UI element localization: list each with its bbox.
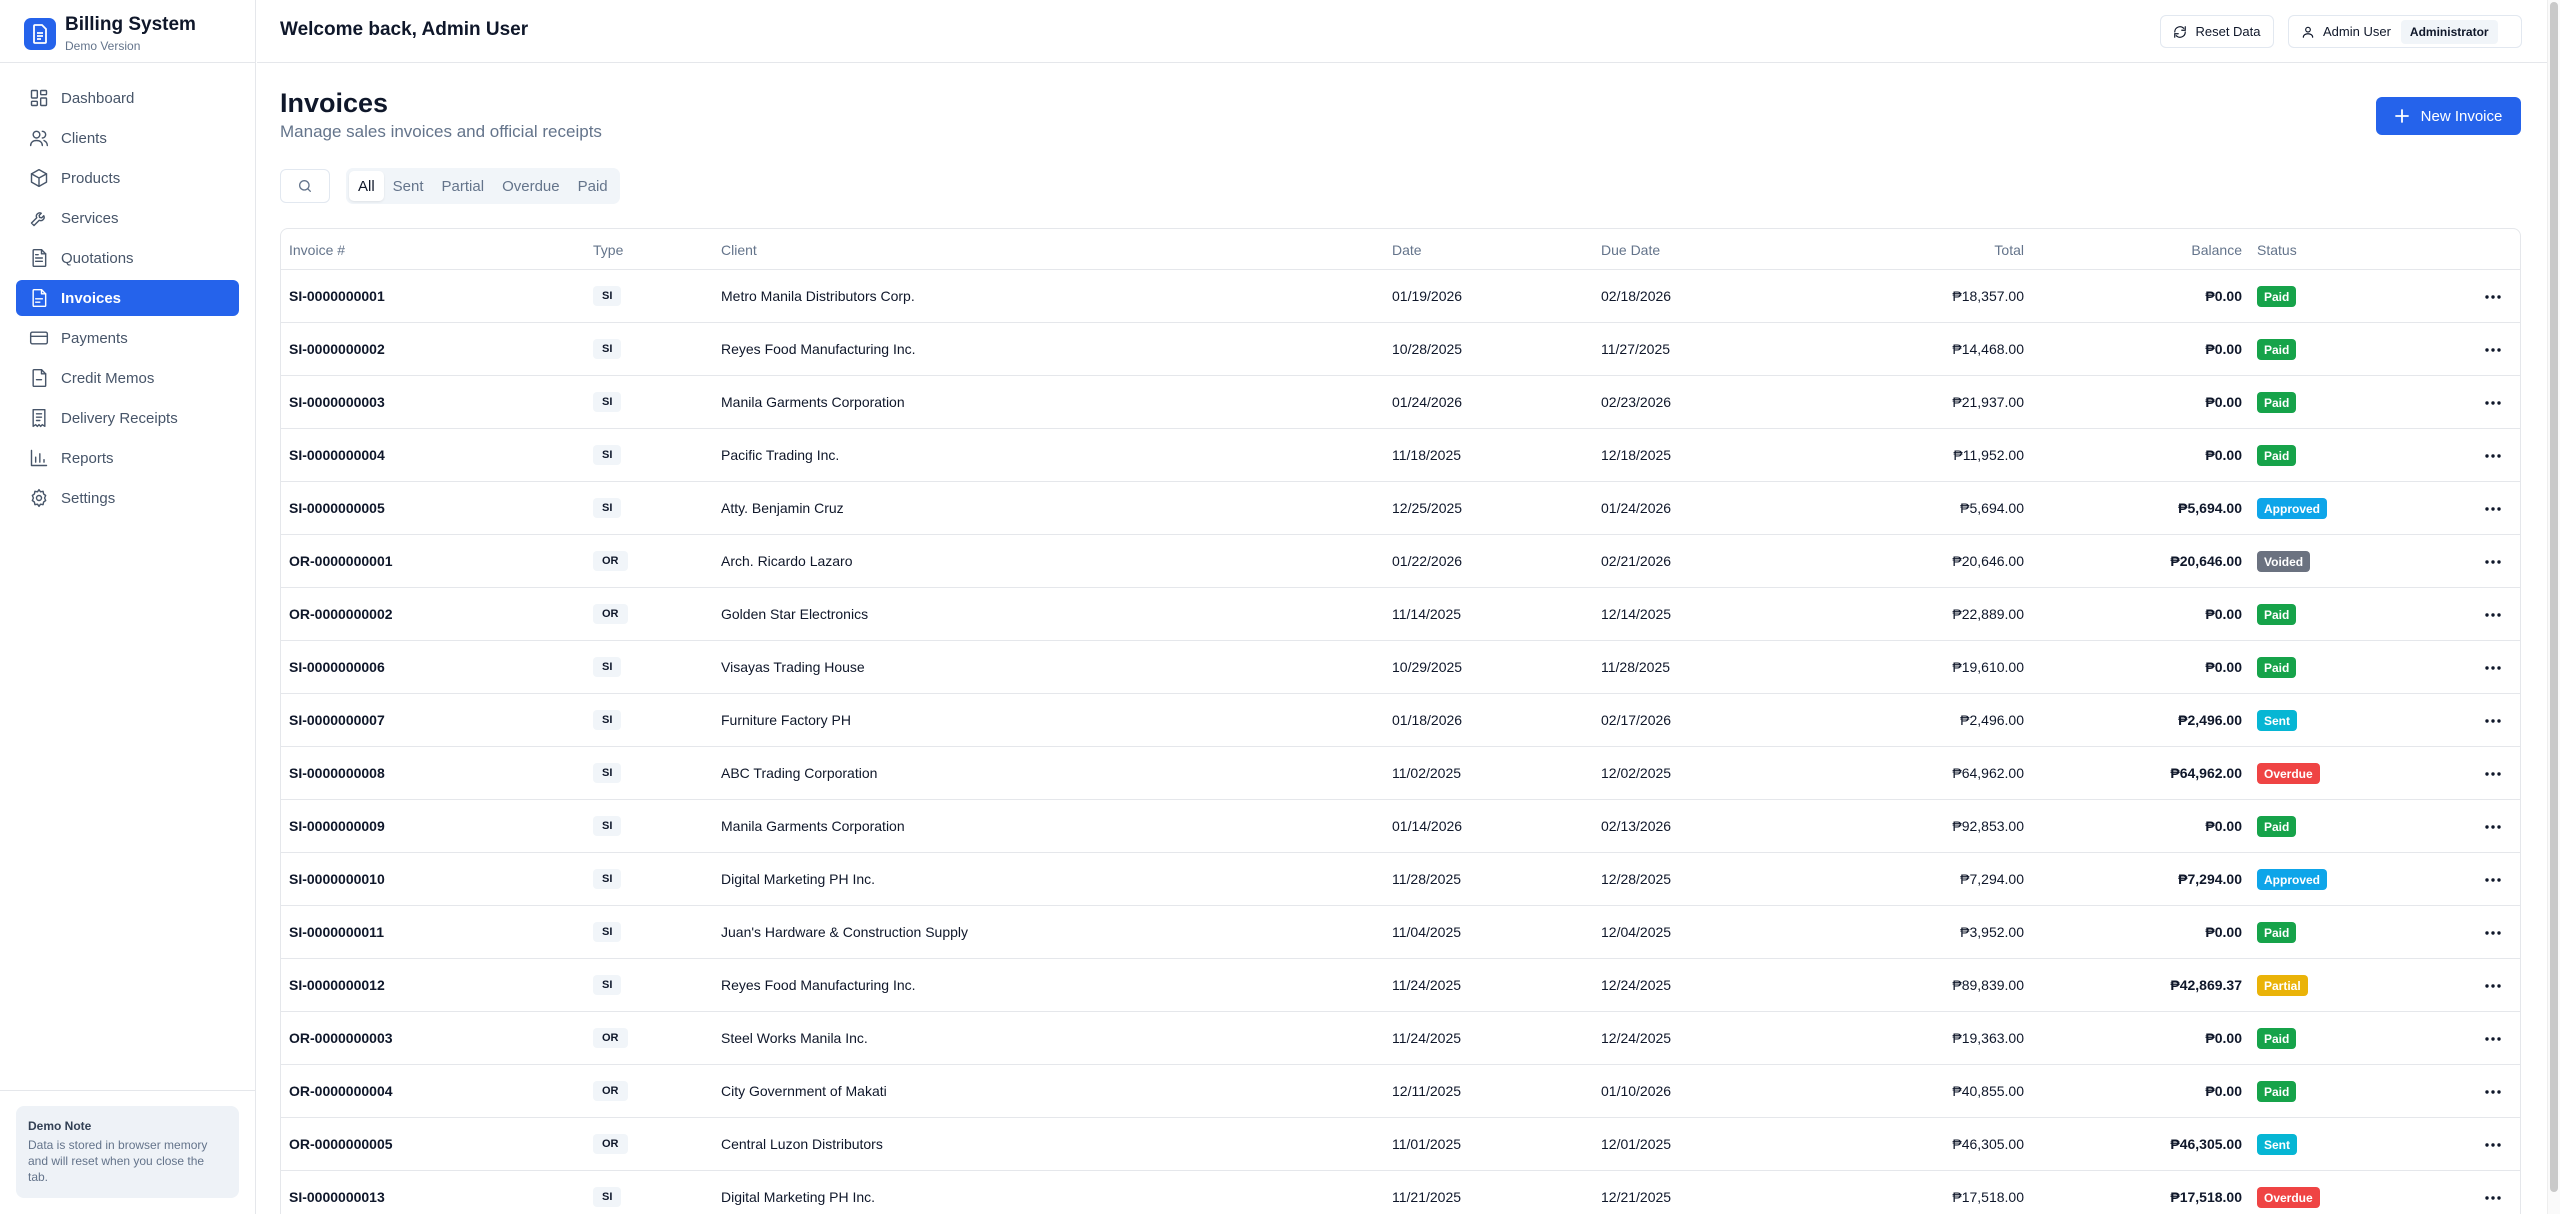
more-horizontal-icon (2485, 507, 2501, 511)
sidebar-item-label: Credit Memos (61, 369, 155, 387)
filter-tab-paid[interactable]: Paid (577, 177, 608, 195)
invoice-balance: ₱0.00 (2205, 659, 2242, 675)
client-name: ABC Trading Corporation (721, 765, 878, 781)
client-name: Digital Marketing PH Inc. (721, 1189, 876, 1205)
table-row[interactable] (281, 429, 2520, 482)
invoices-table (280, 228, 2521, 1214)
column-header-status[interactable]: Status (2257, 242, 2297, 258)
column-header-client[interactable]: Client (721, 242, 757, 258)
sidebar-item-credit-memos[interactable] (16, 360, 239, 396)
type-badge: SI (593, 445, 621, 465)
status-badge: Paid (2257, 604, 2296, 625)
reset-data-label: Reset Data (2195, 24, 2261, 39)
sidebar-item-label: Services (61, 209, 119, 227)
type-badge: SI (593, 657, 621, 677)
type-badge: SI (593, 816, 621, 836)
invoice-number[interactable]: OR-0000000005 (289, 1136, 393, 1152)
status-badge: Paid (2257, 922, 2296, 943)
invoice-total: ₱18,357.00 (1952, 288, 2024, 304)
due-date: 12/24/2025 (1601, 977, 1672, 993)
type-badge: SI (593, 1187, 621, 1207)
type-badge: SI (593, 392, 621, 412)
row-actions-button[interactable] (2483, 1137, 2503, 1153)
due-date: 02/18/2026 (1601, 288, 1672, 304)
welcome-message: Welcome back, Admin User (280, 19, 529, 40)
invoice-number[interactable]: SI-0000000007 (289, 712, 385, 728)
sidebar-item-label: Reports (61, 449, 114, 467)
row-actions-button[interactable] (2483, 1031, 2503, 1047)
row-actions-button[interactable] (2483, 554, 2503, 570)
invoice-balance: ₱0.00 (2205, 341, 2242, 357)
reset-data-button[interactable] (2160, 15, 2274, 48)
more-horizontal-icon (2485, 1143, 2501, 1147)
row-actions-button[interactable] (2483, 395, 2503, 411)
client-name: Furniture Factory PH (721, 712, 851, 728)
invoice-total: ₱21,937.00 (1952, 394, 2024, 410)
client-name: Reyes Food Manufacturing Inc. (721, 977, 916, 993)
sidebar-item-label: Products (61, 169, 121, 187)
table-row[interactable] (281, 641, 2520, 694)
sidebar-item-label: Payments (61, 329, 128, 347)
invoice-total: ₱64,962.00 (1952, 765, 2024, 781)
column-header-total[interactable]: Total (1994, 242, 2024, 258)
more-horizontal-icon (2485, 348, 2501, 352)
client-name: Manila Garments Corporation (721, 818, 905, 834)
sidebar-nav (16, 80, 239, 520)
client-name: Digital Marketing PH Inc. (721, 871, 876, 887)
more-horizontal-icon (2485, 1196, 2501, 1200)
invoice-balance: ₱0.00 (2205, 447, 2242, 463)
type-badge: OR (593, 1081, 628, 1101)
more-horizontal-icon (2485, 454, 2501, 458)
table-row[interactable] (281, 959, 2520, 1012)
type-badge: OR (593, 604, 628, 624)
more-horizontal-icon (2485, 560, 2501, 564)
brand[interactable] (24, 14, 196, 54)
row-actions-button[interactable] (2483, 713, 2503, 729)
sidebar-item-dashboard[interactable] (16, 80, 239, 116)
invoice-number[interactable]: OR-0000000003 (289, 1030, 393, 1046)
more-horizontal-icon (2485, 295, 2501, 299)
user-menu[interactable] (2288, 15, 2522, 48)
invoice-balance: ₱5,694.00 (2178, 500, 2242, 516)
due-date: 11/28/2025 (1601, 659, 1671, 675)
due-date: 02/21/2026 (1601, 553, 1672, 569)
gear-icon (29, 488, 49, 508)
status-badge: Paid (2257, 392, 2296, 413)
status-badge: Sent (2257, 1134, 2297, 1155)
row-actions-button[interactable] (2483, 872, 2503, 888)
more-horizontal-icon (2485, 1037, 2501, 1041)
due-date: 01/10/2026 (1601, 1083, 1672, 1099)
invoice-date: 12/11/2025 (1392, 1083, 1462, 1099)
invoice-number[interactable]: SI-0000000009 (289, 818, 385, 834)
package-icon (29, 168, 49, 188)
invoice-number[interactable]: SI-0000000005 (289, 500, 385, 516)
client-name: Atty. Benjamin Cruz (721, 500, 844, 516)
invoice-balance: ₱46,305.00 (2170, 1136, 2242, 1152)
client-name: Reyes Food Manufacturing Inc. (721, 341, 916, 357)
sidebar-item-invoices[interactable] (16, 280, 239, 316)
invoice-date: 01/18/2026 (1392, 712, 1463, 728)
sidebar (0, 0, 256, 1214)
more-horizontal-icon (2485, 931, 2501, 935)
table-row[interactable] (281, 906, 2520, 959)
demo-note (16, 1106, 239, 1198)
row-actions-button[interactable] (2483, 342, 2503, 358)
bar-chart-icon (29, 448, 49, 468)
sidebar-item-label: Dashboard (61, 89, 135, 107)
invoice-number[interactable]: SI-0000000001 (289, 288, 385, 304)
type-badge: SI (593, 286, 621, 306)
filter-tab-sent[interactable]: Sent (392, 177, 424, 195)
page-title: Invoices (280, 88, 389, 118)
invoice-date: 11/04/2025 (1392, 924, 1462, 940)
invoice-number[interactable]: SI-0000000004 (289, 447, 385, 463)
status-badge: Paid (2257, 339, 2296, 360)
new-invoice-label: New Invoice (2420, 107, 2503, 125)
sidebar-item-settings[interactable] (16, 480, 239, 516)
table-row[interactable] (281, 323, 2520, 376)
demo-note-text: Data is stored in browser memory and will reset when you close the tab. (28, 1138, 208, 1184)
top-header (257, 0, 2547, 63)
client-name: City Government of Makati (721, 1083, 887, 1099)
type-badge: OR (593, 551, 628, 571)
type-badge: SI (593, 339, 621, 359)
row-actions-button[interactable] (2483, 766, 2503, 782)
due-date: 12/02/2025 (1601, 765, 1672, 781)
role-badge: Administrator (2401, 20, 2498, 44)
status-badge: Voided (2257, 551, 2310, 572)
sidebar-bottom-divider (0, 1090, 256, 1091)
search-button[interactable] (280, 169, 330, 203)
invoice-date: 11/14/2025 (1392, 606, 1462, 622)
table-row[interactable] (281, 747, 2520, 800)
column-header-type[interactable]: Type (593, 242, 624, 258)
row-actions-button[interactable] (2483, 607, 2503, 623)
more-horizontal-icon (2485, 613, 2501, 617)
invoice-number[interactable]: OR-0000000002 (289, 606, 393, 622)
due-date: 12/14/2025 (1601, 606, 1672, 622)
row-actions-button[interactable] (2483, 660, 2503, 676)
invoice-total: ₱5,694.00 (1960, 500, 2024, 516)
sidebar-item-label: Settings (61, 489, 116, 507)
invoice-balance: ₱2,496.00 (2178, 712, 2242, 728)
file-invoice-icon (29, 288, 49, 308)
due-date: 02/17/2026 (1601, 712, 1672, 728)
user-name: Admin User (2323, 24, 2391, 39)
client-name: Juan's Hardware & Construction Supply (721, 924, 969, 940)
type-badge: SI (593, 763, 621, 783)
client-name: Golden Star Electronics (721, 606, 869, 622)
credit-card-icon (29, 328, 49, 348)
client-name: Arch. Ricardo Lazaro (721, 553, 853, 569)
sidebar-item-delivery-receipts[interactable] (16, 400, 239, 436)
table-row[interactable] (281, 694, 2520, 747)
due-date: 12/01/2025 (1601, 1136, 1672, 1152)
more-horizontal-icon (2485, 878, 2501, 882)
row-actions-button[interactable] (2483, 978, 2503, 994)
client-name: Visayas Trading House (721, 659, 865, 675)
status-badge: Partial (2257, 975, 2308, 996)
invoice-number[interactable]: SI-0000000006 (289, 659, 385, 675)
app-title: Billing System (65, 14, 196, 35)
status-badge: Paid (2257, 286, 2296, 307)
scrollbar-thumb[interactable] (2550, 2, 2558, 1192)
file-text-icon (29, 248, 49, 268)
due-date: 02/23/2026 (1601, 394, 1672, 410)
invoice-total: ₱17,518.00 (1952, 1189, 2024, 1205)
invoice-balance: ₱17,518.00 (2170, 1189, 2242, 1205)
due-date: 12/28/2025 (1601, 871, 1672, 887)
plus-icon (2395, 109, 2409, 123)
invoice-number[interactable]: SI-0000000011 (289, 924, 384, 940)
invoice-date: 11/02/2025 (1392, 765, 1462, 781)
sidebar-item-label: Clients (61, 129, 107, 147)
app-subtitle: Demo Version (65, 39, 141, 53)
file-minus-icon (29, 368, 49, 388)
type-badge: OR (593, 1028, 628, 1048)
table-row[interactable] (281, 482, 2520, 535)
row-actions-button[interactable] (2483, 819, 2503, 835)
invoice-date: 11/24/2025 (1392, 1030, 1462, 1046)
invoice-date: 10/28/2025 (1392, 341, 1463, 357)
more-horizontal-icon (2485, 666, 2501, 670)
client-name: Steel Works Manila Inc. (721, 1030, 868, 1046)
sidebar-item-products[interactable] (16, 160, 239, 196)
sidebar-item-label: Quotations (61, 249, 134, 267)
more-horizontal-icon (2485, 1090, 2501, 1094)
row-actions-button[interactable] (2483, 448, 2503, 464)
row-actions-button[interactable] (2483, 1190, 2503, 1206)
sidebar-item-reports[interactable] (16, 440, 239, 476)
invoice-number[interactable]: SI-0000000010 (289, 871, 385, 887)
invoice-balance: ₱0.00 (2205, 924, 2242, 940)
column-header-balance[interactable]: Balance (2191, 242, 2242, 258)
sidebar-divider (0, 62, 256, 63)
invoice-total: ₱46,305.00 (1952, 1136, 2024, 1152)
due-date: 12/21/2025 (1601, 1189, 1672, 1205)
invoice-number[interactable]: OR-0000000001 (289, 553, 393, 569)
invoice-number[interactable]: SI-0000000002 (289, 341, 385, 357)
invoice-total: ₱2,496.00 (1960, 712, 2024, 728)
status-badge: Approved (2257, 869, 2327, 890)
more-horizontal-icon (2485, 825, 2501, 829)
client-name: Central Luzon Distributors (721, 1136, 883, 1152)
more-horizontal-icon (2485, 401, 2501, 405)
sidebar-item-services[interactable] (16, 200, 239, 236)
type-badge: OR (593, 1134, 628, 1154)
invoice-balance: ₱0.00 (2205, 1083, 2242, 1099)
invoice-total: ₱40,855.00 (1952, 1083, 2024, 1099)
page-scrollbar[interactable] (2547, 0, 2560, 1214)
table-row[interactable] (281, 535, 2520, 588)
more-horizontal-icon (2485, 719, 2501, 723)
client-name: Pacific Trading Inc. (721, 447, 840, 463)
status-badge: Approved (2257, 498, 2327, 519)
filter-tab-overdue[interactable]: Overdue (502, 177, 560, 195)
invoice-total: ₱92,853.00 (1952, 818, 2024, 834)
sidebar-item-label: Invoices (61, 289, 122, 307)
billing-logo-icon (24, 18, 56, 50)
table-row[interactable] (281, 1012, 2520, 1065)
invoice-balance: ₱20,646.00 (2170, 553, 2242, 569)
invoice-date: 11/18/2025 (1392, 447, 1462, 463)
invoice-balance: ₱0.00 (2205, 818, 2242, 834)
type-badge: SI (593, 975, 621, 995)
more-horizontal-icon (2485, 772, 2501, 776)
due-date: 12/24/2025 (1601, 1030, 1672, 1046)
table-row[interactable] (281, 1065, 2520, 1118)
refresh-icon (2173, 25, 2187, 39)
invoice-date: 12/25/2025 (1392, 500, 1463, 516)
invoice-date: 01/22/2026 (1392, 553, 1463, 569)
column-header-date[interactable]: Date (1392, 242, 1422, 258)
invoice-total: ₱11,952.00 (1953, 447, 2024, 463)
invoice-balance: ₱0.00 (2205, 1030, 2242, 1046)
column-header-invoice-number[interactable]: Invoice # (289, 242, 346, 258)
client-name: Metro Manila Distributors Corp. (721, 288, 915, 304)
invoice-total: ₱7,294.00 (1960, 871, 2024, 887)
invoice-number[interactable]: SI-0000000013 (289, 1189, 385, 1205)
invoice-total: ₱19,363.00 (1952, 1030, 2024, 1046)
table-row[interactable] (281, 376, 2520, 429)
type-badge: SI (593, 498, 621, 518)
table-row[interactable] (281, 270, 2520, 323)
new-invoice-button[interactable] (2376, 97, 2521, 135)
status-badge: Sent (2257, 710, 2297, 731)
search-icon (297, 178, 313, 194)
type-badge: SI (593, 710, 621, 730)
more-horizontal-icon (2485, 984, 2501, 988)
invoice-date: 11/28/2025 (1392, 871, 1462, 887)
invoice-date: 11/21/2025 (1392, 1189, 1462, 1205)
invoice-balance: ₱0.00 (2205, 394, 2242, 410)
invoice-total: ₱19,610.00 (1952, 659, 2024, 675)
sidebar-item-clients[interactable] (16, 120, 239, 156)
status-badge: Overdue (2257, 1187, 2320, 1208)
invoice-number[interactable]: SI-0000000003 (289, 394, 385, 410)
invoice-balance: ₱42,869.37 (2170, 977, 2242, 993)
page-subtitle: Manage sales invoices and official receipts (280, 122, 602, 141)
status-badge: Paid (2257, 816, 2296, 837)
invoice-date: 01/24/2026 (1392, 394, 1463, 410)
due-date: 12/18/2025 (1601, 447, 1672, 463)
invoice-number[interactable]: SI-0000000008 (289, 765, 385, 781)
invoice-number[interactable]: OR-0000000004 (289, 1083, 393, 1099)
invoice-total: ₱3,952.00 (1960, 924, 2024, 940)
due-date: 01/24/2026 (1601, 500, 1672, 516)
filter-tab-all[interactable]: All (349, 171, 384, 201)
user-icon (2301, 25, 2315, 39)
table-row[interactable] (281, 1171, 2520, 1214)
invoice-balance: ₱0.00 (2205, 606, 2242, 622)
invoice-total: ₱89,839.00 (1952, 977, 2024, 993)
status-badge: Paid (2257, 657, 2296, 678)
status-badge: Paid (2257, 1028, 2296, 1049)
invoice-date: 01/19/2026 (1392, 288, 1463, 304)
status-filter-tabs (346, 168, 620, 204)
invoice-date: 01/14/2026 (1392, 818, 1463, 834)
client-name: Manila Garments Corporation (721, 394, 905, 410)
users-icon (29, 128, 49, 148)
invoice-number[interactable]: SI-0000000012 (289, 977, 385, 993)
invoice-balance: ₱0.00 (2205, 288, 2242, 304)
due-date: 02/13/2026 (1601, 818, 1672, 834)
sidebar-item-quotations[interactable] (16, 240, 239, 276)
invoice-date: 11/24/2025 (1392, 977, 1462, 993)
column-header-due-date[interactable]: Due Date (1601, 242, 1661, 258)
row-actions-button[interactable] (2483, 925, 2503, 941)
row-actions-button[interactable] (2483, 289, 2503, 305)
invoice-date: 10/29/2025 (1392, 659, 1463, 675)
layout-grid-icon (29, 88, 49, 108)
invoice-total: ₱14,468.00 (1952, 341, 2024, 357)
filter-tab-partial[interactable]: Partial (441, 177, 485, 195)
invoice-balance: ₱64,962.00 (2170, 765, 2242, 781)
invoice-date: 11/01/2025 (1392, 1136, 1462, 1152)
sidebar-item-label: Delivery Receipts (61, 409, 178, 427)
sidebar-item-payments[interactable] (16, 320, 239, 356)
table-row[interactable] (281, 800, 2520, 853)
table-header (281, 229, 2520, 270)
demo-note-title: Demo Note (28, 1119, 92, 1133)
status-badge: Paid (2257, 445, 2296, 466)
table-row[interactable] (281, 588, 2520, 641)
invoice-total: ₱20,646.00 (1952, 553, 2024, 569)
table-row[interactable] (281, 1118, 2520, 1171)
due-date: 11/27/2025 (1601, 341, 1671, 357)
due-date: 12/04/2025 (1601, 924, 1672, 940)
table-row[interactable] (281, 853, 2520, 906)
type-badge: SI (593, 869, 621, 889)
invoice-balance: ₱7,294.00 (2178, 871, 2242, 887)
receipt-icon (29, 408, 49, 428)
row-actions-button[interactable] (2483, 1084, 2503, 1100)
row-actions-button[interactable] (2483, 501, 2503, 517)
wrench-icon (29, 208, 49, 228)
invoice-total: ₱22,889.00 (1952, 606, 2024, 622)
status-badge: Overdue (2257, 763, 2320, 784)
status-badge: Paid (2257, 1081, 2296, 1102)
type-badge: SI (593, 922, 621, 942)
